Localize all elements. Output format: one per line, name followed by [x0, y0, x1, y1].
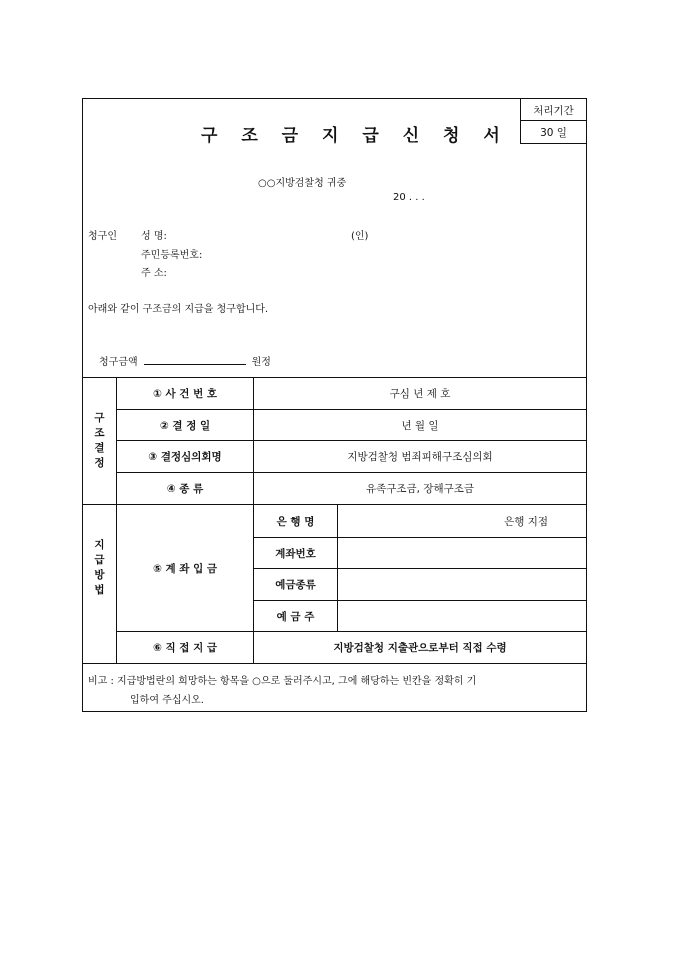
type-field[interactable]: 유족구조금, 장해구조금	[365, 483, 475, 495]
deposit-type-field[interactable]	[338, 569, 586, 600]
direct-field[interactable]: 지방검찰청 지출관으로부터 직접 수령	[333, 642, 507, 654]
committee-field[interactable]: 지방검찰청 범죄피해구조심의회	[347, 451, 493, 463]
account-no-field[interactable]	[338, 538, 586, 568]
depositor-label: 예 금 주	[276, 610, 315, 623]
committee-label: ③ 결정심의회명	[148, 451, 222, 463]
amount-label: 청구금액	[99, 357, 138, 368]
processing-period-label: 처리기간	[533, 104, 574, 117]
date-field[interactable]: 20 . . .	[393, 192, 425, 203]
note-line-1: 비고 : 지급방법란의 희망하는 항목을 ○으로 둘러주시고, 그에 해당하는 빈칸을 정확히 기	[88, 676, 477, 687]
seal-mark: (인)	[351, 231, 369, 242]
address-label: 주 소:	[141, 268, 167, 279]
case-no-field[interactable]: 구심 년 제 호	[389, 388, 451, 400]
note-line-2: 입하여 주십시오.	[130, 695, 204, 706]
decision-date-field[interactable]: 년 월 일	[401, 419, 439, 432]
form-title: 구 조 금 지 급 신 청 서	[201, 126, 509, 146]
rrn-label: 주민등록번호:	[141, 250, 203, 261]
section-decision: 구 조 결 정	[94, 412, 105, 469]
amount-unit: 원정	[251, 357, 271, 368]
processing-period-value: 30 일	[540, 126, 567, 139]
addressee: ○○지방검찰청 귀중	[258, 178, 347, 189]
amount-input[interactable]	[144, 354, 246, 365]
case-no-label: ① 사 건 번 호	[152, 388, 218, 400]
claimant-label: 청구인	[88, 231, 117, 242]
bank-field[interactable]: 은행 지점	[504, 515, 548, 528]
name-label: 성 명:	[141, 231, 167, 242]
account-no-label: 계좌번호	[275, 547, 316, 560]
section-payment: 지 급 방 법	[94, 539, 105, 596]
bank-label: 은 행 명	[276, 515, 315, 528]
deposit-type-label: 예금종류	[275, 579, 316, 591]
type-label: ④ 종 류	[166, 483, 204, 495]
table-bottom	[83, 663, 586, 664]
amount-row	[99, 353, 271, 368]
depositor-field[interactable]	[338, 601, 586, 631]
claim-form	[82, 98, 587, 712]
decision-date-label: ② 결 정 일	[159, 419, 211, 432]
transfer-label: ⑤ 계 좌 입 금	[152, 562, 218, 575]
request-text: 아래와 같이 구조금의 지급을 청구합니다.	[88, 304, 269, 315]
period-box-bottom	[520, 143, 586, 144]
direct-label: ⑥ 직 접 지 급	[152, 642, 218, 654]
